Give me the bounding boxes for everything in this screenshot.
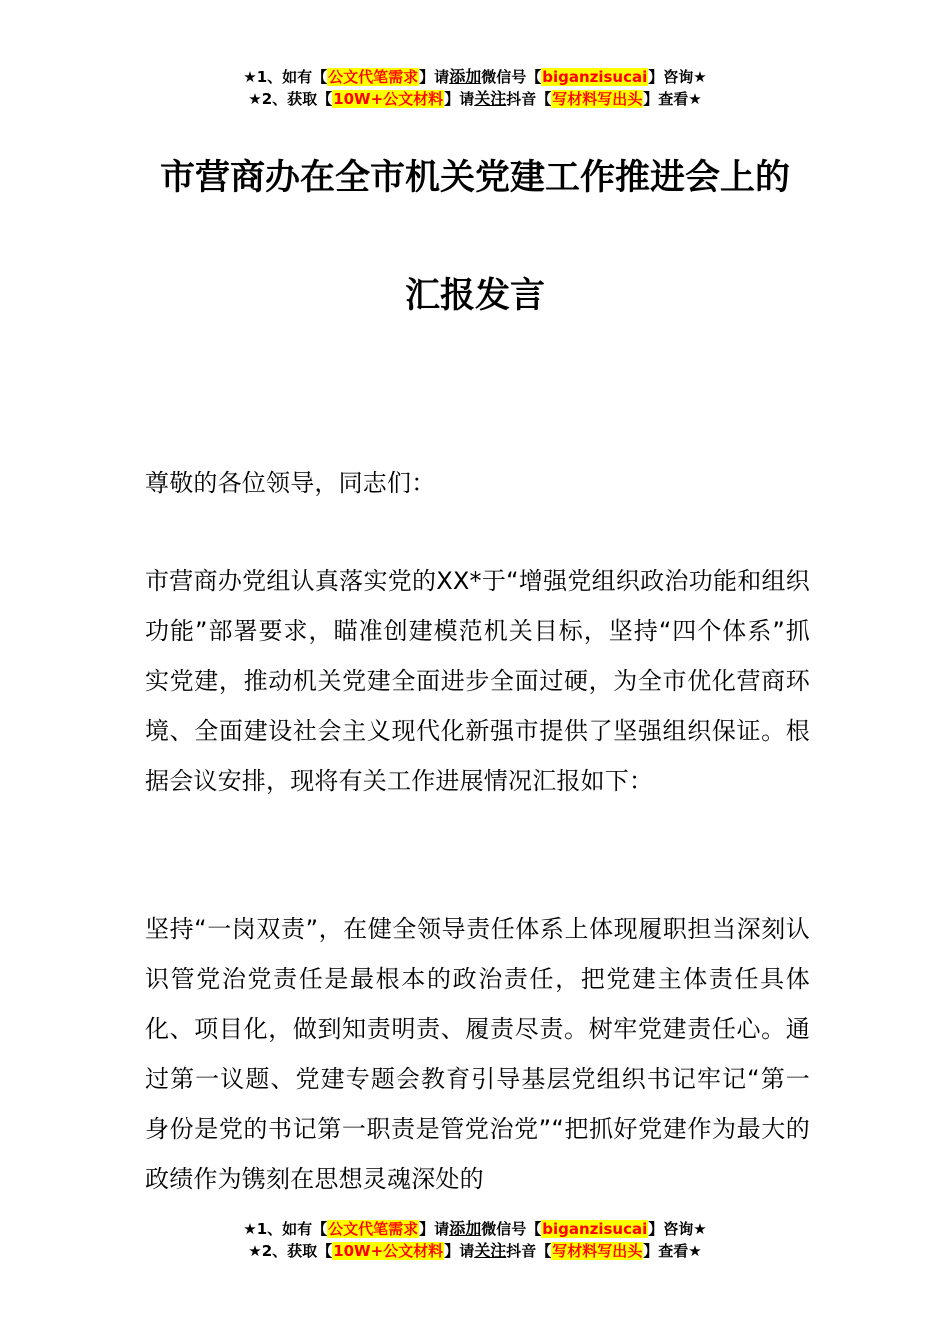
banner-text: 抖音【	[506, 1242, 552, 1260]
banner-text: 】咨询★	[648, 1220, 707, 1238]
banner-text: 】查看★	[643, 1242, 702, 1260]
banner-text: ★2、获取【	[248, 90, 333, 108]
banner-text: 】请	[444, 1242, 475, 1260]
banner-line-2	[0, 88, 950, 110]
banner-line-1	[0, 66, 950, 88]
banner-highlight: 公文代笔需求	[328, 68, 419, 86]
banner-text: 】请	[444, 90, 475, 108]
banner-line-1	[0, 1218, 950, 1240]
banner-text: ★1、如有【	[243, 68, 328, 86]
banner-highlight: 10W+公文材料	[333, 90, 444, 108]
banner-text: 微信号【	[481, 68, 542, 86]
banner-emphasis: 添加	[449, 1219, 482, 1238]
banner-line-2	[0, 1240, 950, 1262]
banner-text: ★2、获取【	[248, 1242, 333, 1260]
banner-emphasis: 关注	[474, 1241, 507, 1260]
document-title-line-1: 市营商办在全市机关党建工作推进会上的	[159, 158, 790, 198]
banner-text: 】请	[419, 1220, 450, 1238]
paragraph-intro: 市营商办党组认真落实党的XX*于“增强党组织政治功能和组织功能”部署要求，瞄准创建模范机关目标，坚持“四个体系”抓实党建，推动机关党建全面进步全面过硬，为全市优化营商环境、全面建设社会主义现代化新强市提供了坚强组织保证。根据会议安排，现将有关工作进展情况汇报如下：	[145, 567, 810, 795]
banner-text: 微信号【	[481, 1220, 542, 1238]
banner-text: 抖音【	[506, 90, 552, 108]
banner-text: 】咨询★	[648, 68, 707, 86]
banner-highlight: biganzisucai	[542, 68, 648, 86]
banner-text: 】请	[419, 68, 450, 86]
banner-highlight: biganzisucai	[542, 1220, 648, 1238]
footer-banner	[0, 1218, 950, 1262]
banner-highlight: 写材料写出头	[552, 90, 643, 108]
header-banner	[0, 66, 950, 110]
banner-highlight: 10W+公文材料	[333, 1242, 444, 1260]
banner-emphasis: 关注	[474, 89, 507, 108]
banner-text: ★1、如有【	[243, 1220, 328, 1238]
banner-emphasis: 添加	[449, 67, 482, 86]
paragraph-section-1: 坚持“一岗双责”，在健全领导责任体系上体现履职担当深刻认识管党治党责任是最根本的政治责任，把党建主体责任具体化、项目化，做到知责明责、履责尽责。树牢党建责任心。通过第一议题、党建专题会教育引导基层党组织书记牢记“第一身份是党的书记第一职责是管党治党”“把抓好党建作为最大的政绩作为镌刻在思想灵魂深处的	[145, 915, 810, 1193]
greeting: 尊敬的各位领导，同志们：	[145, 469, 436, 497]
banner-highlight: 公文代笔需求	[328, 1220, 419, 1238]
banner-highlight: 写材料写出头	[552, 1242, 643, 1260]
banner-text: 】查看★	[643, 90, 702, 108]
document-title-line-2: 汇报发言	[404, 276, 545, 316]
